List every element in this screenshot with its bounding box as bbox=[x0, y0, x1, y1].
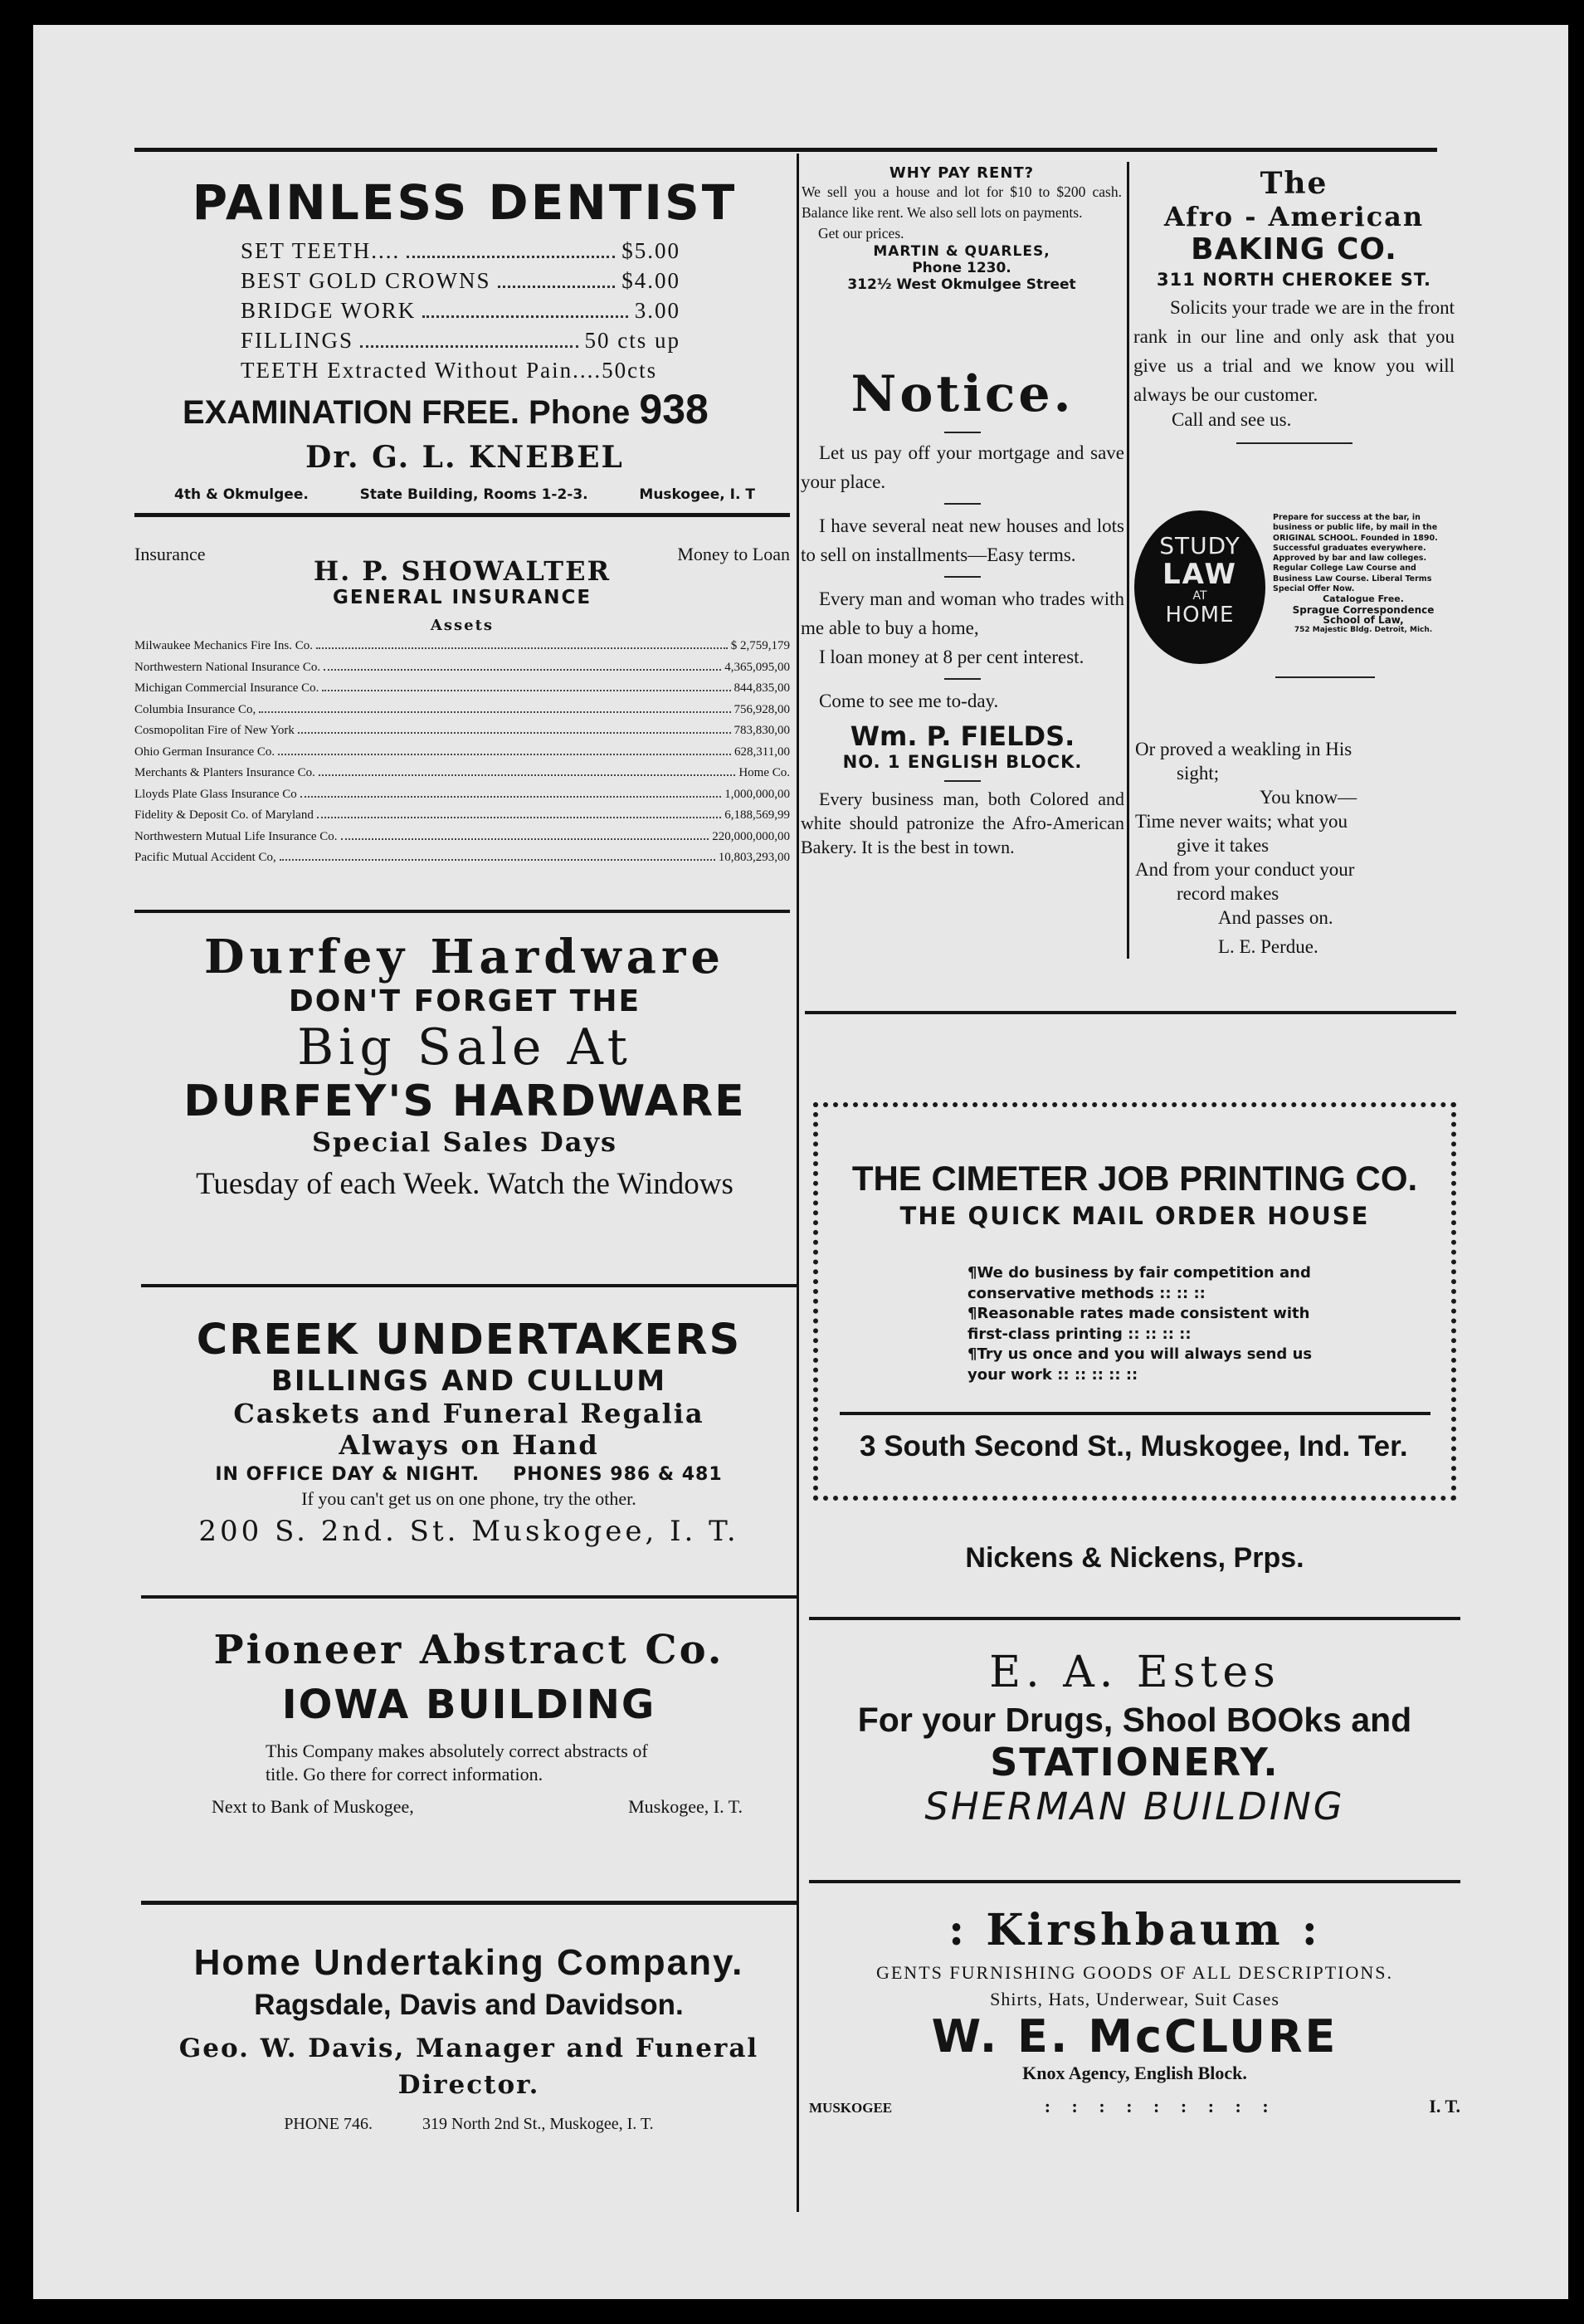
phone-number: 938 bbox=[639, 386, 709, 432]
poem-line: You know— bbox=[1260, 787, 1357, 808]
insurance-name: H. P. SHOWALTER bbox=[313, 555, 612, 587]
bakery-ad bbox=[1130, 166, 1458, 481]
pioneer-building: IOWA BUILDING bbox=[281, 1682, 656, 1728]
creek-undertakers-ad bbox=[137, 1316, 801, 1589]
column-divider-left bbox=[797, 154, 799, 2212]
rule-estes bbox=[809, 1880, 1460, 1883]
poem-line: give it takes bbox=[1177, 835, 1270, 856]
home-contact: PHONE 746. 319 North 2nd St., Muskogee, I. T. bbox=[284, 2115, 654, 2133]
price-row: FILLINGS 50 cts up bbox=[241, 328, 680, 353]
table-row: Columbia Insurance Co, 756,928,00 bbox=[134, 702, 790, 716]
table-row: Lloyds Plate Glass Insurance Co 1,000,000,00 bbox=[134, 787, 790, 801]
rent-prices: Get our prices. bbox=[818, 225, 904, 242]
pioneer-title: Pioneer Abstract Co. bbox=[213, 1627, 724, 1673]
bakery-address: 311 NORTH CHEROKEE ST. bbox=[1157, 270, 1431, 290]
mcclure-name: W. E. McCLURE bbox=[931, 2010, 1338, 2063]
table-row: Milwaukee Mechanics Fire Ins. Co. $ 2,759,179 bbox=[134, 639, 790, 652]
poem-line: Or proved a weakling in His bbox=[1135, 739, 1352, 759]
creek-note: If you can't get us on one phone, try the other. bbox=[301, 1488, 636, 1509]
creek-office: IN OFFICE DAY & NIGHT. PHONES 986 & 481 bbox=[215, 1464, 723, 1485]
rule-pioneer bbox=[141, 1901, 797, 1905]
table-row: Northwestern National Insurance Co. 4,365,095,00 bbox=[134, 660, 790, 674]
rent-text: We sell you a house and lot for $10 to $200 cash. Balance like rent. We also sell lots on payments. bbox=[802, 183, 1122, 221]
poem bbox=[1135, 737, 1459, 969]
price-row: BEST GOLD CROWNS $4.00 bbox=[241, 268, 680, 293]
poem-line: sight; bbox=[1177, 763, 1220, 784]
durfey-line1: DON'T FORGET THE bbox=[288, 984, 641, 1018]
cimeter-address: 3 South Second St., Muskogee, Ind. Ter. bbox=[860, 1430, 1408, 1462]
poem-author: L. E. Perdue. bbox=[1218, 936, 1318, 957]
rule-notice bbox=[805, 1011, 1456, 1014]
rule-nickens bbox=[809, 1617, 1460, 1620]
estes-line1: For your Drugs, Shool BOOks and bbox=[857, 1701, 1412, 1739]
estes-title: E. A. Estes bbox=[989, 1648, 1280, 1697]
notice-ad bbox=[801, 365, 1124, 979]
estes-line3: SHERMAN BUILDING bbox=[924, 1784, 1345, 1828]
cimeter-list bbox=[967, 1263, 1324, 1385]
price-row: BRIDGE WORK 3.00 bbox=[241, 298, 680, 323]
creek-title: CREEK UNDERTAKERS bbox=[196, 1316, 742, 1365]
law-text: Prepare for success at the bar, in business or public life, by mail in the ORIGINAL SCHOOL. Founded in 1890. Successful graduates everywhere. Approved by bar and law colleges. Regular College Law Course and Business Law Course. Liberal Terms Special Offer Now. Catalogue Free. Sprague Correspondence School of Law, 752 Majestic Bldg. Detroit, Mich. bbox=[1273, 513, 1438, 635]
notice-p5: Come to see me to-day. bbox=[819, 691, 999, 711]
column-divider-right bbox=[1127, 162, 1129, 959]
cimeter-subtitle: THE QUICK MAIL ORDER HOUSE bbox=[899, 1202, 1370, 1230]
kirshbaum-line2: Shirts, Hats, Underwear, Suit Cases bbox=[990, 1989, 1279, 2009]
creek-address: 200 S. 2nd. St. Muskogee, I. T. bbox=[198, 1515, 739, 1548]
kirshbaum-line1: GENTS FURNISHING GOODS OF ALL DESCRIPTIONS. bbox=[875, 1962, 1393, 1983]
insurance-ad bbox=[134, 544, 790, 901]
list-item: ¶Reasonable rates made consistent with first-class printing :: :: :: :: bbox=[967, 1305, 1310, 1343]
insurance-header: Insurance Money to Loan bbox=[134, 544, 790, 564]
pioneer-abstract-ad bbox=[141, 1627, 797, 1892]
pioneer-location: Next to Bank of Muskogee, Muskogee, I. T. bbox=[212, 1796, 743, 1817]
mcclure-agency: Knox Agency, English Block. bbox=[1022, 2063, 1247, 2083]
home-names: Ragsdale, Davis and Davidson. bbox=[254, 1989, 684, 2021]
bakery-call: Call and see us. bbox=[1172, 409, 1292, 430]
extraction-note: TEETH Extracted Without Pain....50cts bbox=[241, 358, 658, 383]
bakery-text: Solicits your trade we are in the front rank in our line and only ask that you give us a trial and we know you will always be our customer. bbox=[1133, 297, 1455, 405]
creek-subtitle: BILLINGS AND CULLUM bbox=[270, 1365, 667, 1398]
notice-p3: Every man and woman who trades with me able to buy a home, bbox=[801, 588, 1124, 638]
dentist-ad bbox=[166, 174, 763, 506]
notice-p2: I have several neat new houses and lots to sell on installments—Easy terms. bbox=[801, 515, 1124, 565]
assets-table bbox=[134, 636, 790, 869]
notice-block: NO. 1 ENGLISH BLOCK. bbox=[842, 752, 1083, 772]
kirshbaum-footer: MUSKOGEE : : : : : : : : : I. T. bbox=[809, 2096, 1460, 2116]
table-row: Pacific Mutual Accident Co, 10,803,293,00 bbox=[134, 851, 790, 864]
cimeter-props: Nickens & Nickens, Prps. bbox=[965, 1542, 1304, 1574]
home-undertaking-ad bbox=[141, 1942, 797, 2175]
dentist-address: 4th & Okmulgee. State Building, Rooms 1-2-3. Muskogee, I. T bbox=[174, 486, 755, 503]
table-row: Michigan Commercial Insurance Co. 844,835,00 bbox=[134, 681, 790, 695]
creek-line1: Caskets and Funeral Regalia bbox=[233, 1398, 704, 1429]
bakery-line3: BAKING CO. bbox=[1191, 232, 1397, 266]
durfey-line2: Big Sale At bbox=[297, 1018, 632, 1077]
rent-title: WHY PAY RENT? bbox=[889, 164, 1035, 182]
home-manager: Geo. W. Davis, Manager and Funeral Director. bbox=[178, 2034, 759, 2100]
durfey-line3: DURFEY'S HARDWARE bbox=[183, 1077, 746, 1126]
cimeter-printing-ad bbox=[813, 1102, 1456, 1501]
table-row: Ohio German Insurance Co. 628,311,00 bbox=[134, 745, 790, 759]
dentist-title: PAINLESS DENTIST bbox=[192, 174, 738, 231]
bakery-line1: The bbox=[1260, 166, 1328, 201]
notice-p4: I loan money at 8 per cent interest. bbox=[819, 647, 1084, 667]
rule-dentist bbox=[134, 513, 790, 517]
rent-firm: MARTIN & QUARLES, bbox=[873, 243, 1050, 260]
cimeter-title: THE CIMETER JOB PRINTING CO. bbox=[851, 1159, 1418, 1198]
home-title: Home Undertaking Company. bbox=[193, 1942, 744, 1983]
rule-creek bbox=[141, 1595, 797, 1599]
durfey-ad bbox=[137, 930, 792, 1278]
estes-line2: STATIONERY. bbox=[990, 1740, 1279, 1784]
notice-name: Wm. P. FIELDS. bbox=[850, 720, 1075, 752]
kirshbaum-title: : Kirshbaum : bbox=[948, 1905, 1321, 1955]
notice-title: Notice. bbox=[850, 365, 1075, 423]
rule-durfey bbox=[141, 1284, 797, 1287]
durfey-title: Durfey Hardware bbox=[203, 930, 725, 984]
pioneer-text: This Company makes absolutely correct abstracts of title. Go there for correct information. bbox=[266, 1741, 648, 1784]
notice-p1: Let us pay off your mortgage and save your place. bbox=[801, 442, 1124, 492]
poem-line: And from your conduct your bbox=[1135, 859, 1355, 880]
table-row: Fidelity & Deposit Co. of Maryland 6,188,569,99 bbox=[134, 808, 790, 822]
rent-phone: Phone 1230. bbox=[912, 260, 1011, 276]
creek-line2: Always on Hand bbox=[339, 1429, 599, 1461]
exam-line: EXAMINATION FREE. Phone 938 bbox=[183, 386, 709, 432]
assets-label: Assets bbox=[430, 617, 495, 634]
poem-line: And passes on. bbox=[1218, 907, 1333, 928]
durfey-line4: Special Sales Days bbox=[311, 1126, 618, 1158]
bakery-line2: Afro - American bbox=[1163, 201, 1425, 232]
table-row: Cosmopolitan Fire of New York 783,830,00 bbox=[134, 724, 790, 737]
insurance-subtitle: GENERAL INSURANCE bbox=[332, 587, 592, 608]
rent-address: 312½ West Okmulgee Street bbox=[847, 276, 1076, 293]
law-school-ad bbox=[1130, 506, 1458, 689]
study-law-badge: STUDY LAW AT HOME bbox=[1134, 510, 1265, 664]
kirshbaum-ad bbox=[809, 1905, 1460, 2162]
poem-line: record makes bbox=[1177, 883, 1279, 904]
martin-quarles-ad bbox=[798, 164, 1125, 347]
top-rule bbox=[134, 148, 1437, 152]
estes-drugs-ad bbox=[809, 1648, 1460, 1872]
rule-insurance bbox=[134, 910, 790, 913]
table-row: Northwestern Mutual Life Insurance Co. 220,000,000,00 bbox=[134, 829, 790, 843]
list-item: ¶We do business by fair competition and conservative methods :: :: :: bbox=[967, 1264, 1311, 1302]
table-row: Merchants & Planters Insurance Co. Home Co. bbox=[134, 766, 790, 779]
price-row: SET TEETH.... $5.00 bbox=[241, 238, 680, 263]
poem-line: Time never waits; what you bbox=[1135, 811, 1348, 832]
doctor-name: Dr. G. L. KNEBEL bbox=[305, 440, 624, 475]
notice-p6: Every business man, both Colored and white should patronize the Afro-American Bakery. It is the best in town. bbox=[801, 788, 1124, 857]
durfey-line5: Tuesday of each Week. Watch the Windows bbox=[196, 1167, 734, 1201]
list-item: ¶Try us once and you will always send us your work :: :: :: :: :: bbox=[967, 1345, 1313, 1384]
